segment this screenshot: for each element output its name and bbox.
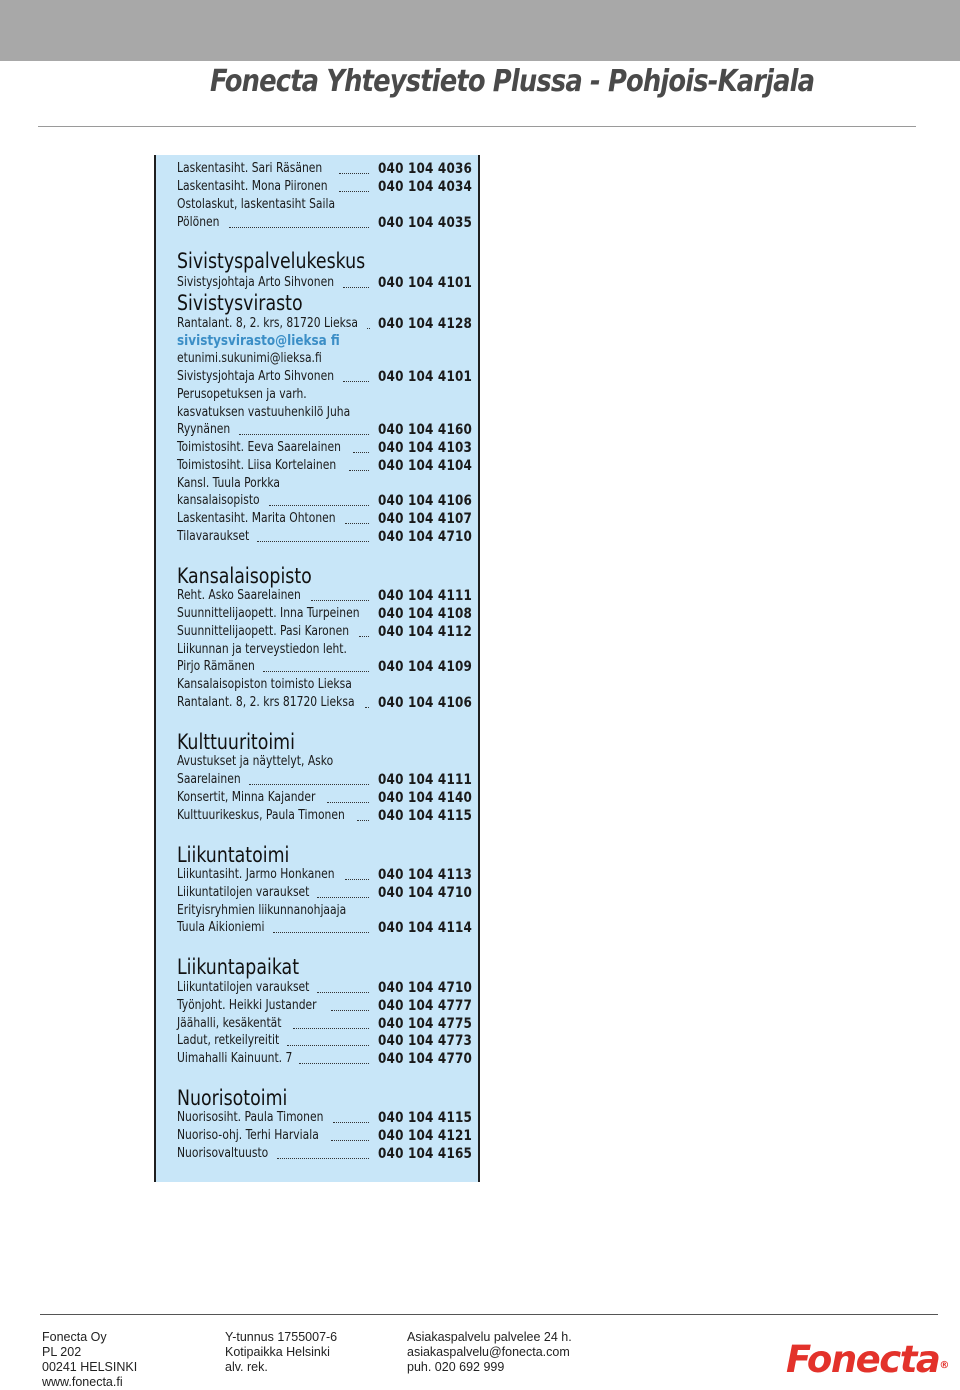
dot-leader (287, 1045, 369, 1046)
entry-label: Kansl. Tuula Porkka (177, 476, 280, 491)
entry-label: Suunnittelijaopett. Pasi Karonen (177, 624, 350, 639)
entry-phone: 040 104 4106 (378, 493, 473, 509)
dot-leader (293, 1028, 369, 1029)
directory-entry (177, 997, 475, 1015)
entry-phone: 040 104 4104 (378, 458, 473, 474)
footer-company (42, 1330, 137, 1390)
directory-entry (177, 350, 475, 368)
directory-entry (177, 694, 475, 712)
entry-phone: 040 104 4165 (378, 1146, 473, 1162)
dot-leader (299, 1063, 369, 1064)
directory-entry (177, 676, 475, 694)
footer-text: puh. 020 692 999 (407, 1360, 505, 1374)
directory-entry (177, 866, 475, 884)
entry-label: Nuorisosiht. Paula Timonen (177, 1110, 324, 1125)
entry-label: Kansalaisopiston toimisto Lieksa (177, 677, 352, 692)
dot-leader (331, 1140, 369, 1141)
directory-entry (177, 1015, 475, 1033)
footer-text: Asiakaspalvelu palvelee 24 h. (407, 1330, 572, 1344)
panel-left-border (154, 155, 156, 1182)
section-heading: Liikuntapaikat (177, 955, 300, 979)
dot-leader (331, 1010, 369, 1011)
directory-entry (177, 1050, 475, 1068)
document-title: Fonecta Yhteystieto Plussa - Pohjois-Karjala (210, 64, 815, 99)
entry-phone: 040 104 4115 (378, 1110, 473, 1126)
entry-phone: 040 104 4113 (378, 867, 473, 883)
entry-label: Työnjoht. Heikki Justander (177, 998, 317, 1013)
directory-entry (177, 492, 475, 510)
entry-label: Liikuntatilojen varaukset (177, 980, 310, 995)
entry-phone: 040 104 4111 (378, 772, 473, 788)
dot-leader (249, 784, 369, 785)
entry-label: Liikunnan ja terveystiedon leht. (177, 642, 347, 657)
top-gray-bar (0, 0, 960, 61)
footer-website-link[interactable]: www.fonecta.fi (42, 1375, 123, 1389)
email-line (177, 332, 475, 350)
dot-leader (239, 434, 369, 435)
footer-text: alv. rek. (225, 1360, 268, 1374)
footer-text: Fonecta Oy (42, 1330, 107, 1344)
directory-entry (177, 1032, 475, 1050)
entry-label: Sivistysjohtaja Arto Sihvonen (177, 369, 335, 384)
entry-label: Avustukset ja näyttelyt, Asko (177, 754, 334, 769)
directory-entry (177, 658, 475, 676)
dot-leader (339, 191, 369, 192)
entry-label: etunimi.sukunimi@lieksa.fi (177, 351, 322, 366)
entry-phone: 040 104 4777 (378, 998, 473, 1014)
entry-phone: 040 104 4710 (378, 529, 473, 545)
entry-label: Pirjo Rämänen (177, 659, 255, 674)
entry-label: Rantalant. 8, 2. krs, 81720 Lieksa (177, 316, 359, 331)
dot-leader (257, 541, 369, 542)
dot-leader (311, 600, 369, 601)
entry-label: Saarelainen (177, 772, 241, 787)
section-heading: Kansalaisopisto (177, 564, 312, 588)
entry-label: kansalaisopisto (177, 493, 260, 508)
dot-leader (349, 470, 369, 471)
entry-label: Laskentasiht. Sari Räsänen (177, 161, 323, 176)
directory-entry (177, 979, 475, 997)
directory-entry (177, 902, 475, 920)
directory-entry (177, 587, 475, 605)
entry-phone: 040 104 4140 (378, 790, 473, 806)
section-heading: Kulttuuritoimi (177, 730, 295, 754)
registered-mark: ® (939, 1360, 950, 1371)
entry-label: kasvatuksen vastuuhenkilö Juha (177, 405, 351, 420)
footer-email-link[interactable]: asiakaspalvelu@fonecta.com (407, 1345, 570, 1359)
directory-entry (177, 196, 475, 214)
directory-entry (177, 641, 475, 659)
footer-registration (225, 1330, 337, 1375)
entry-phone: 040 104 4035 (378, 215, 473, 231)
directory-entry (177, 510, 475, 528)
section-heading: Sivistyspalvelukeskus (177, 249, 366, 273)
directory-entry (177, 789, 475, 807)
dot-leader (365, 707, 369, 708)
directory-entry (177, 421, 475, 439)
entry-phone: 040 104 4160 (378, 422, 473, 438)
dot-leader (277, 1158, 369, 1159)
footer-text: PL 202 (42, 1345, 82, 1359)
directory-entry (177, 623, 475, 641)
section-heading: Nuorisotoimi (177, 1086, 288, 1110)
entry-label: Rantalant. 8, 2. krs 81720 Lieksa (177, 695, 355, 710)
directory-entry (177, 274, 475, 292)
directory-entry (177, 160, 475, 178)
dot-leader (359, 636, 369, 637)
entry-phone: 040 104 4107 (378, 511, 473, 527)
entry-phone: 040 104 4710 (378, 885, 473, 901)
entry-label: Laskentasiht. Mona Piironen (177, 179, 328, 194)
dot-leader (367, 328, 370, 329)
entry-label: Konsertit, Minna Kajander (177, 790, 316, 805)
directory-entry (177, 771, 475, 789)
entry-phone: 040 104 4770 (378, 1051, 473, 1067)
entry-label: Laskentasiht. Marita Ohtonen (177, 511, 336, 526)
entry-phone: 040 104 4103 (378, 440, 473, 456)
entry-phone: 040 104 4111 (378, 588, 473, 604)
entry-phone: 040 104 4109 (378, 659, 473, 675)
entry-phone: 040 104 4710 (378, 980, 473, 996)
entry-phone: 040 104 4114 (378, 920, 473, 936)
directory-entry (177, 919, 475, 937)
entry-label: Liikuntatilojen varaukset (177, 885, 310, 900)
dot-leader (345, 879, 369, 880)
entry-label: Pölönen (177, 215, 220, 230)
entry-label: Toimistosiht. Eeva Saarelainen (177, 440, 341, 455)
footer-customer-service (407, 1330, 572, 1375)
entry-label: Jäähalli, kesäkentät (177, 1016, 282, 1031)
footer-text: Y-tunnus 1755007-6 (225, 1330, 338, 1344)
entry-phone: 040 104 4775 (378, 1016, 473, 1032)
dot-leader (263, 671, 369, 672)
section-heading: Liikuntatoimi (177, 843, 290, 867)
directory-entry (177, 214, 475, 232)
directory-entry (177, 884, 475, 902)
entry-label: Tilavaraukset (177, 529, 250, 544)
directory-entry (177, 439, 475, 457)
footer-divider (40, 1314, 938, 1315)
entry-label: Ryynänen (177, 422, 231, 437)
dot-leader (317, 992, 369, 993)
dot-leader (273, 932, 369, 933)
dot-leader (345, 523, 369, 524)
entry-label: Perusopetuksen ja varh. (177, 387, 307, 402)
dot-leader (269, 505, 369, 506)
entry-phone: 040 104 4101 (378, 369, 473, 385)
entry-phone: 040 104 4121 (378, 1128, 473, 1144)
directory-entry (177, 1145, 475, 1163)
directory-entry (177, 404, 475, 422)
dot-leader (327, 802, 369, 803)
directory-entry (177, 386, 475, 404)
directory-entry (177, 605, 475, 623)
entry-phone: 040 104 4115 (378, 808, 473, 824)
entry-label: Nuoriso-ohj. Terhi Harviala (177, 1128, 319, 1143)
entry-label: Ladut, retkeilyreitit (177, 1033, 280, 1048)
footer-text: Kotipaikka Helsinki (225, 1345, 330, 1359)
dot-leader (357, 820, 369, 821)
directory-entry (177, 807, 475, 825)
entry-phone: 040 104 4034 (378, 179, 473, 195)
panel-right-border (478, 155, 480, 1182)
dot-leader (343, 381, 369, 382)
entry-phone: 040 104 4106 (378, 695, 473, 711)
entry-label: Nuorisovaltuusto (177, 1146, 269, 1161)
entry-label: Uimahalli Kainuunt. 7 (177, 1051, 293, 1066)
fonecta-logo (786, 1338, 949, 1382)
dot-leader (343, 287, 369, 288)
entry-label: sivistysvirasto@lieksa fi (177, 333, 340, 349)
entry-label: Suunnittelijaopett. Inna Turpeinen (177, 606, 360, 621)
entry-phone: 040 104 4108 (378, 606, 473, 622)
directory-entry (177, 457, 475, 475)
entry-label: Ostolaskut, laskentasiht Saila (177, 197, 336, 212)
entry-label: Tuula Aikioniemi (177, 920, 265, 935)
entry-label: Sivistysjohtaja Arto Sihvonen (177, 275, 335, 290)
dot-leader (317, 897, 369, 898)
entry-phone: 040 104 4773 (378, 1033, 473, 1049)
directory-entry (177, 368, 475, 386)
dot-leader (333, 1122, 369, 1123)
footer-text: 00241 HELSINKI (42, 1360, 138, 1374)
entry-phone: 040 104 4112 (378, 624, 473, 640)
entry-label: Erityisryhmien liikunnanohjaaja (177, 903, 347, 918)
entry-label: Liikuntasiht. Jarmo Honkanen (177, 867, 335, 882)
entry-phone: 040 104 4101 (378, 275, 473, 291)
entry-label: Reht. Asko Saarelainen (177, 588, 301, 603)
entry-label: Kulttuurikeskus, Paula Timonen (177, 808, 345, 823)
entry-phone: 040 104 4128 (378, 316, 473, 332)
directory-entry (177, 1127, 475, 1145)
section-heading: Sivistysvirasto (177, 291, 303, 315)
directory-entry (177, 528, 475, 546)
entry-phone: 040 104 4036 (378, 161, 473, 177)
directory-entry (177, 475, 475, 493)
directory-entry (177, 1109, 475, 1127)
directory-entry (177, 753, 475, 771)
entry-label: Toimistosiht. Liisa Kortelainen (177, 458, 337, 473)
directory-entry (177, 315, 475, 333)
title-divider (38, 126, 916, 127)
dot-leader (339, 173, 369, 174)
dot-leader (229, 227, 369, 228)
directory-entry (177, 178, 475, 196)
dot-leader (353, 452, 369, 453)
logo-text: Fonecta (786, 1338, 940, 1381)
